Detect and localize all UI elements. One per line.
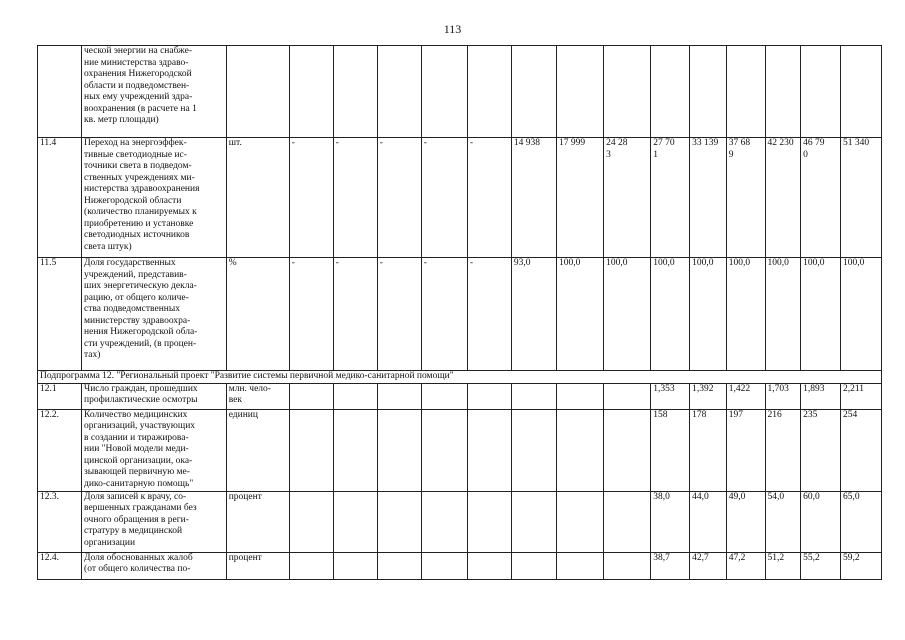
indicator-name: Доля обоснованных жалоб (от общего количества по- bbox=[82, 552, 227, 579]
row-number: 12.2. bbox=[38, 409, 82, 491]
value-cell bbox=[556, 409, 603, 491]
value-cell bbox=[289, 491, 333, 552]
value-cell bbox=[421, 46, 467, 138]
value-cell: 24 28 3 bbox=[604, 138, 651, 258]
value-cell: 47,2 bbox=[726, 552, 765, 579]
value-cell bbox=[333, 46, 377, 138]
value-cell bbox=[604, 46, 651, 138]
value-cell: 1,703 bbox=[765, 383, 801, 409]
value-cell bbox=[333, 552, 377, 579]
value-cell: 60,0 bbox=[801, 491, 841, 552]
value-cell: 1,893 bbox=[801, 383, 841, 409]
value-cell bbox=[333, 383, 377, 409]
value-cell: 51 340 bbox=[841, 138, 882, 258]
value-cell: 33 139 bbox=[690, 138, 727, 258]
value-cell bbox=[467, 46, 511, 138]
value-cell: - bbox=[467, 258, 511, 371]
indicator-name: Переход на энергоэффек- тивные светодиодные ис- точники света в подведом- ственных учреждениях ми- нистерства здравоохранения Нижегородской области (количество планируемых к приобретению и установке светодиодных источников света штук) bbox=[82, 138, 227, 258]
section-row bbox=[38, 371, 882, 384]
value-cell: - bbox=[333, 258, 377, 371]
value-cell: 235 bbox=[801, 409, 841, 491]
table-row bbox=[38, 46, 882, 138]
value-cell: 65,0 bbox=[841, 491, 882, 552]
value-cell bbox=[421, 383, 467, 409]
value-cell bbox=[556, 46, 603, 138]
indicator-name: Число граждан, прошедших профилактические осмотры bbox=[82, 383, 227, 409]
value-cell bbox=[289, 552, 333, 579]
value-cell: - bbox=[377, 138, 421, 258]
value-cell: 17 999 bbox=[556, 138, 603, 258]
value-cell: 38,0 bbox=[651, 491, 690, 552]
value-cell bbox=[801, 46, 841, 138]
value-cell bbox=[421, 552, 467, 579]
section-title: Подпрограмма 12. "Региональный проект "Развитие системы первичной медико-санитарной помощи" bbox=[38, 371, 882, 384]
value-cell: - bbox=[289, 138, 333, 258]
value-cell: 1,392 bbox=[690, 383, 727, 409]
value-cell: 158 bbox=[651, 409, 690, 491]
value-cell: 38,7 bbox=[651, 552, 690, 579]
value-cell bbox=[377, 409, 421, 491]
value-cell bbox=[604, 552, 651, 579]
value-cell: 54,0 bbox=[765, 491, 801, 552]
value-cell bbox=[690, 46, 727, 138]
value-cell bbox=[604, 491, 651, 552]
value-cell: - bbox=[421, 258, 467, 371]
value-cell: 14 938 bbox=[511, 138, 556, 258]
table-row bbox=[38, 491, 882, 552]
value-cell: 1,353 bbox=[651, 383, 690, 409]
value-cell bbox=[421, 409, 467, 491]
value-cell bbox=[604, 409, 651, 491]
value-cell bbox=[289, 46, 333, 138]
row-number bbox=[38, 46, 82, 138]
row-number: 12.1 bbox=[38, 383, 82, 409]
value-cell bbox=[511, 552, 556, 579]
value-cell: 44,0 bbox=[690, 491, 727, 552]
value-cell bbox=[556, 491, 603, 552]
value-cell: 197 bbox=[726, 409, 765, 491]
page-number: 113 bbox=[443, 22, 462, 36]
value-cell: 100,0 bbox=[726, 258, 765, 371]
row-number: 11.4 bbox=[38, 138, 82, 258]
value-cell: - bbox=[333, 138, 377, 258]
value-cell: 100,0 bbox=[604, 258, 651, 371]
value-cell: 100,0 bbox=[765, 258, 801, 371]
value-cell bbox=[556, 552, 603, 579]
value-cell: 49,0 bbox=[726, 491, 765, 552]
value-cell bbox=[511, 46, 556, 138]
table-row bbox=[38, 409, 882, 491]
value-cell: 178 bbox=[690, 409, 727, 491]
table-row bbox=[38, 552, 882, 579]
row-number: 11.5 bbox=[38, 258, 82, 371]
value-cell bbox=[289, 409, 333, 491]
value-cell bbox=[467, 409, 511, 491]
value-cell bbox=[511, 409, 556, 491]
indicator-name: Доля государственных учреждений, представив- ших энергетическую декла- рацию, от общего количе- ства подведомственных министерству здравоохра- нения Нижегородской обла- сти учреждений, (в процен- тах) bbox=[82, 258, 227, 371]
table-row bbox=[38, 138, 882, 258]
unit-cell: единиц bbox=[226, 409, 289, 491]
row-number: 12.4. bbox=[38, 552, 82, 579]
value-cell bbox=[511, 491, 556, 552]
value-cell bbox=[467, 491, 511, 552]
value-cell bbox=[377, 491, 421, 552]
value-cell bbox=[333, 409, 377, 491]
value-cell: 93,0 bbox=[511, 258, 556, 371]
unit-cell: процент bbox=[226, 491, 289, 552]
value-cell bbox=[421, 491, 467, 552]
value-cell bbox=[289, 383, 333, 409]
value-cell bbox=[467, 552, 511, 579]
row-number: 12.3. bbox=[38, 491, 82, 552]
indicator-name: ческой энергии на снабже- ние министерства здраво- охранения Нижегородской области и подведомствен- ных ему учреждений здра- воохранения (в расчете на 1 кв. метр площади) bbox=[82, 46, 227, 138]
value-cell: 46 79 0 bbox=[801, 138, 841, 258]
table-row bbox=[38, 383, 882, 409]
value-cell: 2,211 bbox=[841, 383, 882, 409]
value-cell bbox=[377, 552, 421, 579]
value-cell: 216 bbox=[765, 409, 801, 491]
value-cell: 100,0 bbox=[651, 258, 690, 371]
unit-cell: шт. bbox=[226, 138, 289, 258]
value-cell: - bbox=[421, 138, 467, 258]
value-cell bbox=[765, 46, 801, 138]
value-cell bbox=[556, 383, 603, 409]
value-cell: 100,0 bbox=[690, 258, 727, 371]
value-cell: - bbox=[467, 138, 511, 258]
value-cell bbox=[511, 383, 556, 409]
unit-cell: процент bbox=[226, 552, 289, 579]
value-cell: 42 230 bbox=[765, 138, 801, 258]
value-cell: 59,2 bbox=[841, 552, 882, 579]
value-cell: 254 bbox=[841, 409, 882, 491]
value-cell: - bbox=[377, 258, 421, 371]
value-cell bbox=[377, 46, 421, 138]
unit-cell bbox=[226, 46, 289, 138]
value-cell bbox=[377, 383, 421, 409]
value-cell bbox=[651, 46, 690, 138]
table-row bbox=[38, 258, 882, 371]
indicator-name: Доля записей к врачу, со- вершенных гражданами без очного обращения в реги- стратуру в медицинской организации bbox=[82, 491, 227, 552]
value-cell: 51,2 bbox=[765, 552, 801, 579]
value-cell: - bbox=[289, 258, 333, 371]
value-cell: 42,7 bbox=[690, 552, 727, 579]
value-cell: 100,0 bbox=[556, 258, 603, 371]
indicators-table bbox=[37, 45, 882, 580]
unit-cell: млн. чело- век bbox=[226, 383, 289, 409]
value-cell bbox=[333, 491, 377, 552]
value-cell: 55,2 bbox=[801, 552, 841, 579]
value-cell: 1,422 bbox=[726, 383, 765, 409]
value-cell bbox=[604, 383, 651, 409]
indicator-name: Количество медицинских организаций, участвующих в создании и тиражирова- нии "Новой модели меди- цинской организации, ока- зывающей первичную ме- дико-санитарную помощь" bbox=[82, 409, 227, 491]
value-cell bbox=[726, 46, 765, 138]
unit-cell: % bbox=[226, 258, 289, 371]
value-cell bbox=[841, 46, 882, 138]
value-cell: 37 68 9 bbox=[726, 138, 765, 258]
value-cell: 100,0 bbox=[801, 258, 841, 371]
value-cell: 100,0 bbox=[841, 258, 882, 371]
value-cell bbox=[467, 383, 511, 409]
value-cell: 27 70 1 bbox=[651, 138, 690, 258]
